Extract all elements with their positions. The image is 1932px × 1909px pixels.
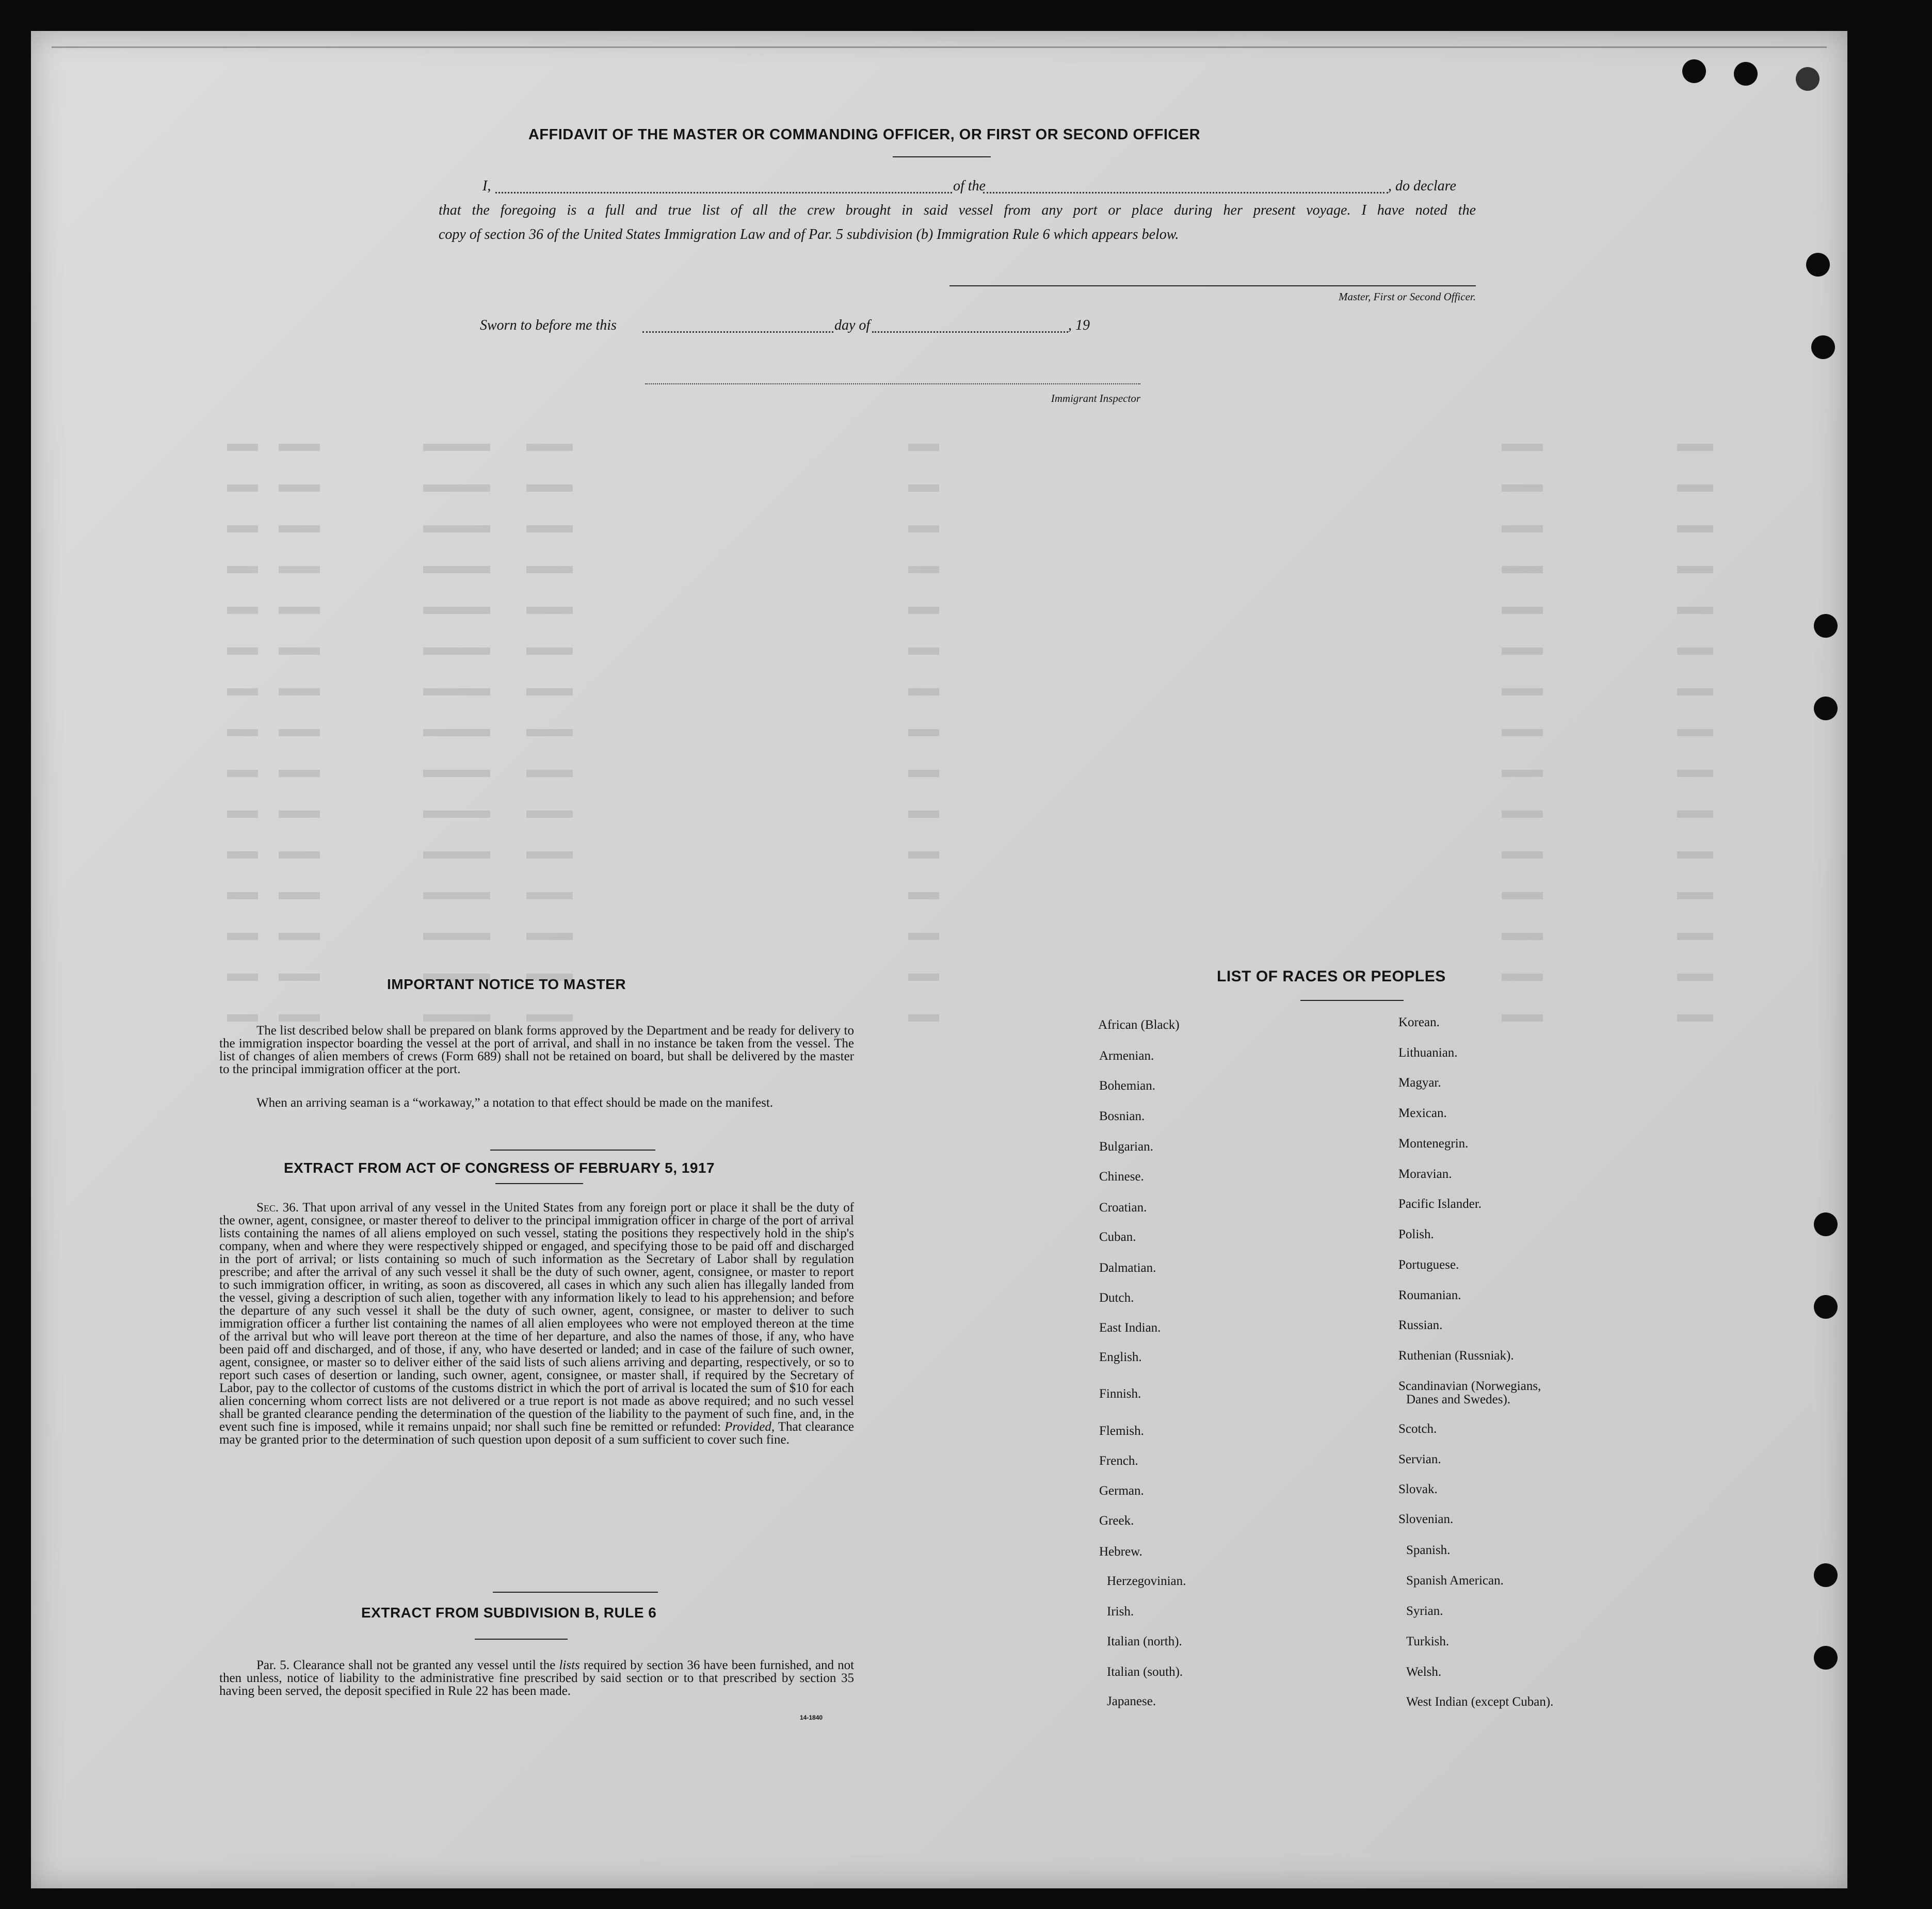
bleed-through-mark — [279, 444, 320, 451]
race-item: Cuban. — [1099, 1230, 1136, 1244]
bleed-through-mark — [1502, 607, 1543, 614]
bleed-through-mark — [908, 607, 939, 614]
bleed-through-mark — [1677, 974, 1713, 981]
bleed-through-mark — [279, 729, 320, 736]
race-item: Finnish. — [1099, 1387, 1141, 1401]
bleed-through-mark — [423, 648, 490, 655]
divider — [493, 1592, 658, 1593]
bleed-through-mark — [1677, 607, 1713, 614]
race-item: Moravian. — [1398, 1167, 1452, 1181]
bleed-through-mark — [1677, 688, 1713, 695]
bleed-through-mark — [1677, 444, 1713, 451]
proviso-label: Provided, — [725, 1420, 775, 1434]
document-sheet — [31, 31, 1847, 1888]
bleed-through-mark — [526, 444, 573, 451]
bleed-through-mark — [279, 648, 320, 655]
race-item: Syrian. — [1406, 1604, 1443, 1618]
bleed-through-mark — [1677, 770, 1713, 777]
bleed-through-mark — [279, 811, 320, 818]
race-item: Japanese. — [1107, 1694, 1156, 1708]
race-item: Montenegrin. — [1398, 1137, 1469, 1151]
bleed-through-mark — [908, 933, 939, 940]
bleed-through-mark — [227, 688, 258, 695]
top-border-line — [52, 46, 1827, 48]
race-item: Irish. — [1107, 1605, 1134, 1619]
bleed-through-mark — [279, 770, 320, 777]
bleed-through-mark — [227, 770, 258, 777]
bleed-through-mark — [908, 688, 939, 695]
bleed-through-mark — [227, 892, 258, 899]
bleed-through-mark — [908, 892, 939, 899]
bleed-through-mark — [279, 525, 320, 532]
bleed-through-mark — [908, 525, 939, 532]
punch-hole — [1814, 1212, 1838, 1236]
race-item: Italian (south). — [1107, 1665, 1183, 1679]
bleed-through-mark — [423, 688, 490, 695]
race-item: Herzegovinian. — [1107, 1574, 1186, 1588]
bleed-through-mark — [423, 525, 490, 532]
sworn-year: , 19 — [1068, 317, 1090, 333]
bleed-through-mark — [279, 974, 320, 981]
notice-paragraph-1: The list described below shall be prepared on blank forms approved by the Department and be ready for delivery to the immigration inspector boarding the vessel at the port of arrival, and shall in no instance be taken from the vessel. The list of changes of alien members of crews (Form 689) shall not be retained on board, but shall be delivered by the master to the principal immigration officer at the port. — [219, 1024, 854, 1076]
inspector-caption: Immigrant Inspector — [1051, 392, 1140, 405]
race-item: Scandinavian (Norwegians, — [1398, 1379, 1541, 1393]
bleed-through-mark — [1502, 729, 1543, 736]
bleed-through-mark — [279, 484, 320, 492]
bleed-through-mark — [227, 933, 258, 940]
race-item: Hebrew. — [1099, 1545, 1142, 1559]
proviso-text: That clearance may be granted prior to the determination of such question upon deposit of a sum sufficient to cover such fine. — [219, 1420, 855, 1447]
bleed-through-mark — [423, 811, 490, 818]
bleed-through-mark — [227, 566, 258, 573]
bleed-through-mark — [908, 770, 939, 777]
race-item: Russian. — [1398, 1318, 1443, 1332]
bleed-through-mark — [227, 729, 258, 736]
race-item: Scotch. — [1398, 1422, 1437, 1436]
bleed-through-mark — [526, 933, 573, 940]
punch-hole — [1814, 614, 1838, 638]
bleed-through-mark — [908, 811, 939, 818]
bleed-through-mark — [526, 811, 573, 818]
race-item: Pacific Islander. — [1398, 1197, 1482, 1211]
divider — [495, 1183, 583, 1184]
punch-hole — [1814, 697, 1838, 720]
bleed-through-mark — [908, 851, 939, 859]
bleed-through-mark — [526, 688, 573, 695]
par5-start: Par. 5. Clearance shall not be granted any vessel until the — [256, 1658, 556, 1672]
race-item: Slovak. — [1398, 1482, 1438, 1496]
bleed-through-mark — [227, 648, 258, 655]
bleed-through-mark — [526, 1014, 573, 1022]
race-item: Armenian. — [1099, 1049, 1154, 1063]
divider — [1300, 1000, 1404, 1001]
race-item: Magyar. — [1398, 1076, 1441, 1090]
punch-hole — [1811, 335, 1835, 359]
punch-hole — [1814, 1563, 1838, 1587]
sworn-day-blank — [642, 331, 833, 333]
bleed-through-mark — [423, 729, 490, 736]
signature-caption: Master, First or Second Officer. — [1339, 290, 1476, 303]
bleed-through-mark — [526, 770, 573, 777]
race-item: Dutch. — [1099, 1291, 1134, 1305]
bleed-through-mark — [1502, 851, 1543, 859]
bleed-through-mark — [908, 974, 939, 981]
bleed-through-mark — [423, 444, 490, 451]
bleed-through-mark — [1677, 1014, 1713, 1022]
affidavit-of-the: of the — [953, 178, 986, 194]
bleed-through-mark — [1502, 688, 1543, 695]
extract-act-text — [219, 1201, 854, 1446]
bleed-through-mark — [1502, 933, 1543, 940]
bleed-through-mark — [227, 851, 258, 859]
bleed-through-mark — [526, 607, 573, 614]
bleed-through-mark — [908, 444, 939, 451]
punch-hole — [1814, 1646, 1838, 1670]
bleed-through-mark — [1677, 933, 1713, 940]
affidavit-title: AFFIDAVIT OF THE MASTER OR COMMANDING OFFICER, OR FIRST OR SECOND OFFICER — [528, 126, 1201, 143]
punch-hole — [1682, 59, 1706, 83]
race-item: Slovenian. — [1398, 1512, 1454, 1526]
race-item: Croatian. — [1099, 1201, 1147, 1215]
bleed-through-mark — [227, 525, 258, 532]
bleed-through-mark — [1502, 892, 1543, 899]
bleed-through-mark — [423, 607, 490, 614]
bleed-through-mark — [1502, 1014, 1543, 1022]
bleed-through-mark — [227, 484, 258, 492]
bleed-through-mark — [1502, 444, 1543, 451]
bleed-through-mark — [279, 1014, 320, 1022]
bleed-through-mark — [1677, 648, 1713, 655]
bleed-through-mark — [526, 566, 573, 573]
divider — [475, 1639, 568, 1640]
races-title: LIST OF RACES OR PEOPLES — [1217, 968, 1446, 985]
bleed-through-mark — [423, 484, 490, 492]
punch-hole — [1796, 67, 1820, 91]
race-item: East Indian. — [1099, 1321, 1161, 1335]
bleed-through-mark — [526, 892, 573, 899]
bleed-through-mark — [1502, 770, 1543, 777]
bleed-through-mark — [526, 729, 573, 736]
bleed-through-mark — [1502, 974, 1543, 981]
extract-rule-title: EXTRACT FROM SUBDIVISION B, RULE 6 — [361, 1605, 657, 1621]
signature-line — [949, 285, 1476, 286]
affidavit-line2: that the foregoing is a full and true list of all the crew brought in said vessel from any port or place during her present voyage. I have noted the — [439, 202, 1476, 218]
race-item: Bosnian. — [1099, 1109, 1145, 1123]
race-item: Spanish. — [1406, 1543, 1451, 1557]
bleed-through-mark — [1677, 811, 1713, 818]
vessel-blank — [983, 192, 1388, 193]
bleed-through-mark — [423, 851, 490, 859]
name-blank — [495, 192, 952, 193]
race-item: Lithuanian. — [1398, 1046, 1458, 1060]
race-item: Welsh. — [1406, 1665, 1442, 1679]
sworn-prefix: Sworn to before me this — [480, 317, 617, 333]
bleed-through-mark — [423, 770, 490, 777]
race-item: Flemish. — [1099, 1424, 1144, 1438]
bleed-through-mark — [1677, 566, 1713, 573]
race-item: Spanish American. — [1406, 1574, 1504, 1588]
bleed-through-mark — [908, 484, 939, 492]
race-item: German. — [1099, 1484, 1144, 1498]
bleed-through-mark — [279, 851, 320, 859]
bleed-through-mark — [1677, 892, 1713, 899]
punch-hole — [1814, 1295, 1838, 1319]
extract-act-title: EXTRACT FROM ACT OF CONGRESS OF FEBRUARY 5, 1917 — [284, 1160, 715, 1176]
bleed-through-mark — [423, 566, 490, 573]
bleed-through-mark — [1677, 851, 1713, 859]
affidavit-line3: copy of section 36 of the United States Immigration Law and of Par. 5 subdivision (b) Immigration Rule 6 which appears below. — [439, 227, 1179, 242]
bleed-through-mark — [908, 648, 939, 655]
bleed-through-mark — [227, 1014, 258, 1022]
par5-lists: lists — [559, 1658, 580, 1672]
bleed-through-mark — [227, 974, 258, 981]
race-item: African (Black) — [1098, 1018, 1180, 1032]
bleed-through-mark — [279, 933, 320, 940]
race-item: Greek. — [1099, 1514, 1134, 1528]
bleed-through-mark — [526, 525, 573, 532]
sworn-month-blank — [872, 331, 1068, 333]
race-item: Roumanian. — [1398, 1288, 1461, 1302]
bleed-through-mark — [279, 566, 320, 573]
affidavit-declare: , do declare — [1388, 178, 1456, 194]
race-item: Bulgarian. — [1099, 1140, 1153, 1154]
race-item: West Indian (except Cuban). — [1406, 1695, 1554, 1709]
race-item: French. — [1099, 1454, 1138, 1468]
race-item: Ruthenian (Russniak). — [1398, 1349, 1514, 1363]
bleed-through-mark — [279, 892, 320, 899]
race-item: Chinese. — [1099, 1170, 1144, 1184]
bleed-through-mark — [279, 688, 320, 695]
bleed-through-mark — [908, 566, 939, 573]
race-item: Italian (north). — [1107, 1635, 1182, 1648]
bleed-through-mark — [227, 444, 258, 451]
bleed-through-mark — [1677, 525, 1713, 532]
bleed-through-mark — [1502, 811, 1543, 818]
sworn-day-of: day of — [834, 317, 871, 333]
bleed-through-mark — [526, 484, 573, 492]
bleed-through-mark — [526, 648, 573, 655]
bleed-through-mark — [1502, 566, 1543, 573]
race-item: Bohemian. — [1099, 1079, 1156, 1093]
bleed-through-mark — [1502, 525, 1543, 532]
affidavit-i: I, — [482, 178, 491, 194]
sec-36-body: That upon arrival of any vessel in the United States from any foreign port or place it shall be the duty of the owner, agent, consignee, or master thereof to deliver to the principal immigration officer in charge of the port of arrival lists containing the names of all aliens employed on such vessel, stating the positions they respectively hold in the ship's company, when and where they were respectively shipped or engaged, and specifying those to be paid off and discharged in the port of arrival; or lists containing so much of such information as the Secretary of Labor shall by regulation prescribe; and after the arrival of any such vessel it shall be the duty of such owner, agent, consignee, or master to report to such immigration officer, in writing, as soon as discovered, all cases in which any such alien has illegally landed from the vessel, giving a description of such alien, together with any information likely to lead to his apprehension; and before the departure of any such vessel it shall be the duty of such owner, agent, consignee, or master to deliver to such immigration officer a further list containing the names of all alien employees who were not employed thereon at the time of the arrival but who will leave port thereon at the time of her departure, and also the names of those, if any, who have been paid off and discharged, and of those, if any, who have deserted or landed; and in case of the failure of such owner, agent, consignee, or master so to deliver either of the said lists of such aliens arriving and departing, respectively, or so to report such cases of desertion or landing, such owner, agent, consignee, or master shall, if required by the Secretary of Labor, pay to the collector of customs of the customs district in which the port of arrival is located the sum of $10 for each alien concerning whom correct lists are not delivered or a true report is not made as above required; and no such vessel shall be granted clearance pending the determination of the question of the liability to the payment of such fine, and, in the event such fine is imposed, while it remains unpaid; nor shall such fine be remitted or refunded: — [219, 1201, 854, 1434]
title-underline — [893, 156, 991, 157]
race-item: Mexican. — [1398, 1106, 1447, 1120]
notice-title: IMPORTANT NOTICE TO MASTER — [387, 976, 626, 992]
bleed-through-mark — [1677, 484, 1713, 492]
par5-end: required by section 36 have been furnished, and not then unless, notice of liability to the administrative fine prescribed by said section or to that prescribed by section 35 having been served, the deposit specified in Rule 22 has been made. — [219, 1658, 855, 1698]
punch-hole — [1734, 62, 1758, 86]
bleed-through-mark — [227, 607, 258, 614]
notice-paragraph-2: When an arriving seaman is a “workaway,” a notation to that effect should be made on the manifest. — [256, 1096, 774, 1110]
race-item: English. — [1099, 1350, 1142, 1364]
race-item: Servian. — [1398, 1452, 1441, 1466]
bleed-through-mark — [423, 933, 490, 940]
race-item: Dalmatian. — [1099, 1261, 1156, 1275]
race-item: Polish. — [1398, 1227, 1434, 1241]
bleed-through-mark — [526, 851, 573, 859]
extract-rule-text — [219, 1659, 854, 1697]
bleed-through-mark — [423, 892, 490, 899]
bleed-through-mark — [908, 729, 939, 736]
punch-hole — [1806, 253, 1830, 277]
form-number: 14-1840 — [800, 1714, 823, 1721]
bleed-through-mark — [908, 1014, 939, 1022]
race-item: Turkish. — [1406, 1635, 1450, 1648]
inspector-signature-line — [645, 383, 1140, 384]
sec-label: Sec. 36. — [256, 1201, 299, 1215]
bleed-through-mark — [1677, 729, 1713, 736]
divider — [490, 1150, 655, 1151]
race-item: Portuguese. — [1398, 1258, 1459, 1272]
race-item: Danes and Swedes). — [1406, 1393, 1511, 1406]
bleed-through-mark — [227, 811, 258, 818]
bleed-through-mark — [1502, 648, 1543, 655]
bleed-through-mark — [1502, 484, 1543, 492]
bleed-through-mark — [423, 1014, 490, 1022]
bleed-through-mark — [279, 607, 320, 614]
race-item: Korean. — [1398, 1015, 1440, 1029]
